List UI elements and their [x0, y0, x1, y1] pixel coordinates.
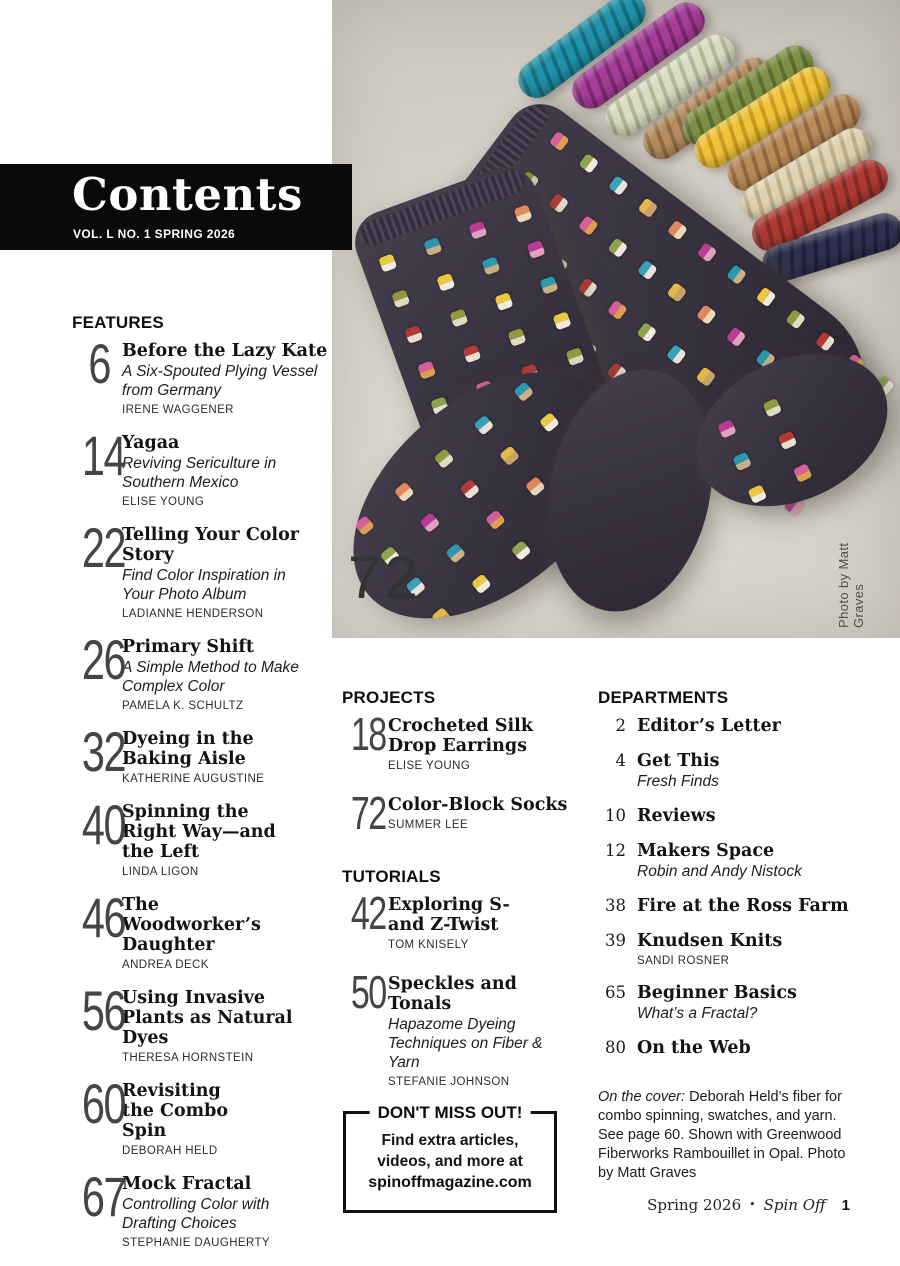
sock-cuff — [356, 167, 528, 249]
projects-heading: PROJECTS — [342, 688, 436, 707]
entry-subtitle: What’s a Fractal? — [637, 1005, 758, 1022]
entry-author: STEPHANIE DAUGHERTY — [122, 1237, 270, 1249]
toc-entry — [598, 896, 878, 916]
entry-page-number: 22 — [81, 516, 126, 579]
entry-subtitle: Reviving Sericulture in Southern Mexico — [122, 455, 277, 491]
toc-entry — [72, 424, 334, 509]
toc-entry — [72, 720, 334, 786]
entry-page-number: 2 — [615, 716, 626, 735]
entry-title: Speckles and Tonals — [388, 973, 517, 1014]
toc-entry — [598, 931, 878, 968]
entry-page-number: 26 — [81, 628, 126, 691]
entry-title: Revisiting the Combo Spin — [122, 1081, 229, 1141]
callout-text: Find extra articles, — [381, 1131, 519, 1149]
entry-title: Spinning the Right Way—and the Left — [122, 802, 276, 862]
entry-title: Makers Space — [637, 841, 775, 861]
features-section — [72, 313, 334, 1266]
toc-entry — [598, 1038, 878, 1058]
dont-miss-out-box — [343, 1102, 557, 1213]
entry-title: Crocheted Silk Drop Earrings — [388, 716, 533, 756]
entry-title: Color-Block Socks — [388, 795, 568, 815]
entry-title: Telling Your Color Story — [122, 525, 299, 565]
features-heading: FEATURES — [72, 313, 164, 332]
footer-magazine-name: Spin Off — [763, 1196, 826, 1214]
page-footer — [647, 1196, 850, 1214]
entry-page-number: 60 — [81, 1072, 126, 1135]
cover-note-lead: On the cover: — [598, 1089, 686, 1105]
toc-entry — [342, 886, 580, 952]
entry-page-number: 18 — [350, 708, 386, 760]
entry-page-number: 14 — [81, 424, 126, 487]
entry-title: Before the Lazy Kate — [122, 341, 328, 361]
entry-title: The Woodworker’s Daughter — [122, 895, 261, 955]
entry-page-number: 6 — [88, 332, 110, 395]
photo-credit: Photo by Matt Graves — [836, 542, 866, 628]
entry-title: Dyeing in the Baking Aisle — [122, 729, 254, 769]
entry-page-number: 80 — [605, 1038, 626, 1057]
cover-note-text: Deborah Held’s fiber for combo spinning, swatches, and yarn. See page 60. Shown with Greenwood Fiberworks Rambouillet in Opal. Photo by Matt Graves — [598, 1089, 846, 1181]
entry-author: IRENE WAGGENER — [122, 404, 234, 416]
toc-entry — [72, 1165, 334, 1250]
entry-title: Primary Shift — [122, 637, 254, 657]
cover-photo — [332, 0, 900, 638]
callout-url: spinoffmagazine.com — [368, 1173, 532, 1191]
entry-page-number: 4 — [615, 751, 626, 770]
cover-note — [598, 1088, 856, 1183]
toc-entry — [598, 716, 878, 736]
entry-title: Beginner Basics — [637, 983, 797, 1003]
entry-subtitle: Hapazome Dyeing Techniques on Fiber & Yarn — [388, 1015, 543, 1071]
page-title: Contents — [72, 168, 303, 221]
entry-title: Knudsen Knits — [637, 931, 783, 951]
tutorials-heading: TUTORIALS — [342, 866, 441, 886]
footer-separator: • — [749, 1198, 756, 1211]
entry-subtitle: Controlling Color with Drafting Choices — [122, 1196, 270, 1232]
toc-entry — [72, 979, 334, 1065]
entry-page-number: 65 — [605, 983, 626, 1002]
contents-banner — [0, 164, 352, 250]
entry-author: LINDA LIGON — [122, 866, 199, 878]
entry-page-number: 12 — [605, 841, 626, 860]
entry-page-number: 67 — [81, 1165, 126, 1228]
toc-entry — [72, 628, 334, 713]
callout-title: DON'T MISS OUT! — [370, 1103, 531, 1123]
toc-entry — [72, 793, 334, 879]
entry-author: ELISE YOUNG — [122, 496, 205, 508]
entry-page-number: 32 — [81, 720, 126, 783]
toc-entry — [72, 516, 334, 621]
entry-page-number: 39 — [605, 931, 626, 950]
entry-page-number: 40 — [81, 793, 126, 856]
entry-page-number: 10 — [605, 806, 626, 825]
toc-entry — [598, 841, 878, 881]
entry-title: Yagaa — [122, 433, 180, 453]
toc-entry — [72, 1072, 334, 1158]
toc-entry — [598, 806, 878, 826]
entry-title: Exploring S- and Z-Twist — [388, 894, 510, 935]
entry-subtitle: Robin and Andy Nistock — [637, 863, 802, 880]
callout-text: videos, and more at — [377, 1152, 523, 1170]
toc-entry — [342, 708, 580, 773]
footer-season: Spring 2026 — [647, 1196, 742, 1214]
entry-page-number: 38 — [605, 896, 626, 915]
departments-section — [598, 688, 878, 1073]
entry-page-number: 72 — [350, 787, 386, 839]
entry-author: DEBORAH HELD — [122, 1145, 218, 1157]
entry-page-number: 46 — [81, 886, 126, 949]
projects-tutorials-section — [342, 688, 580, 1213]
entry-title: Using Invasive Plants as Natural Dyes — [122, 988, 293, 1048]
entry-page-number: 42 — [350, 886, 386, 939]
footer-page-number: 1 — [841, 1197, 850, 1214]
entry-title: Reviews — [637, 806, 716, 826]
entry-page-number: 50 — [350, 965, 386, 1018]
entry-title: Fire at the Ross Farm — [637, 896, 849, 916]
toc-entry — [342, 787, 580, 839]
entry-title: On the Web — [637, 1038, 751, 1058]
entry-author: SUMMER LEE — [388, 819, 469, 831]
toc-entry — [598, 983, 878, 1023]
entry-title: Editor’s Letter — [637, 716, 781, 736]
entry-author: PAMELA K. SCHULTZ — [122, 700, 244, 712]
issue-line: VOL. L NO. 1 SPRING 2026 — [73, 227, 236, 241]
departments-heading: DEPARTMENTS — [598, 688, 729, 707]
entry-subtitle: A Simple Method to Make Complex Color — [122, 659, 299, 695]
photo-page-number: 72 — [348, 544, 421, 611]
entry-author: SANDI ROSNER — [637, 955, 730, 967]
entry-subtitle: A Six-Spouted Plying Vessel from Germany — [122, 363, 318, 399]
toc-entry — [342, 965, 580, 1089]
entry-title: Get This — [637, 751, 720, 771]
toc-entry — [72, 332, 334, 417]
toc-entry — [72, 886, 334, 972]
entry-subtitle: Find Color Inspiration in Your Photo Album — [122, 567, 286, 603]
entry-author: ANDREA DECK — [122, 959, 209, 971]
entry-author: STEFANIE JOHNSON — [388, 1075, 510, 1088]
toc-entry — [598, 751, 878, 791]
entry-author: TOM KNISELY — [388, 938, 469, 951]
entry-subtitle: Fresh Finds — [637, 773, 719, 790]
entry-author: THERESA HORNSTEIN — [122, 1052, 254, 1064]
entry-author: ELISE YOUNG — [388, 760, 471, 772]
entry-author: LADIANNE HENDERSON — [122, 608, 264, 620]
entry-page-number: 56 — [81, 979, 126, 1042]
entry-title: Mock Fractal — [122, 1174, 252, 1194]
entry-author: KATHERINE AUGUSTINE — [122, 773, 265, 785]
